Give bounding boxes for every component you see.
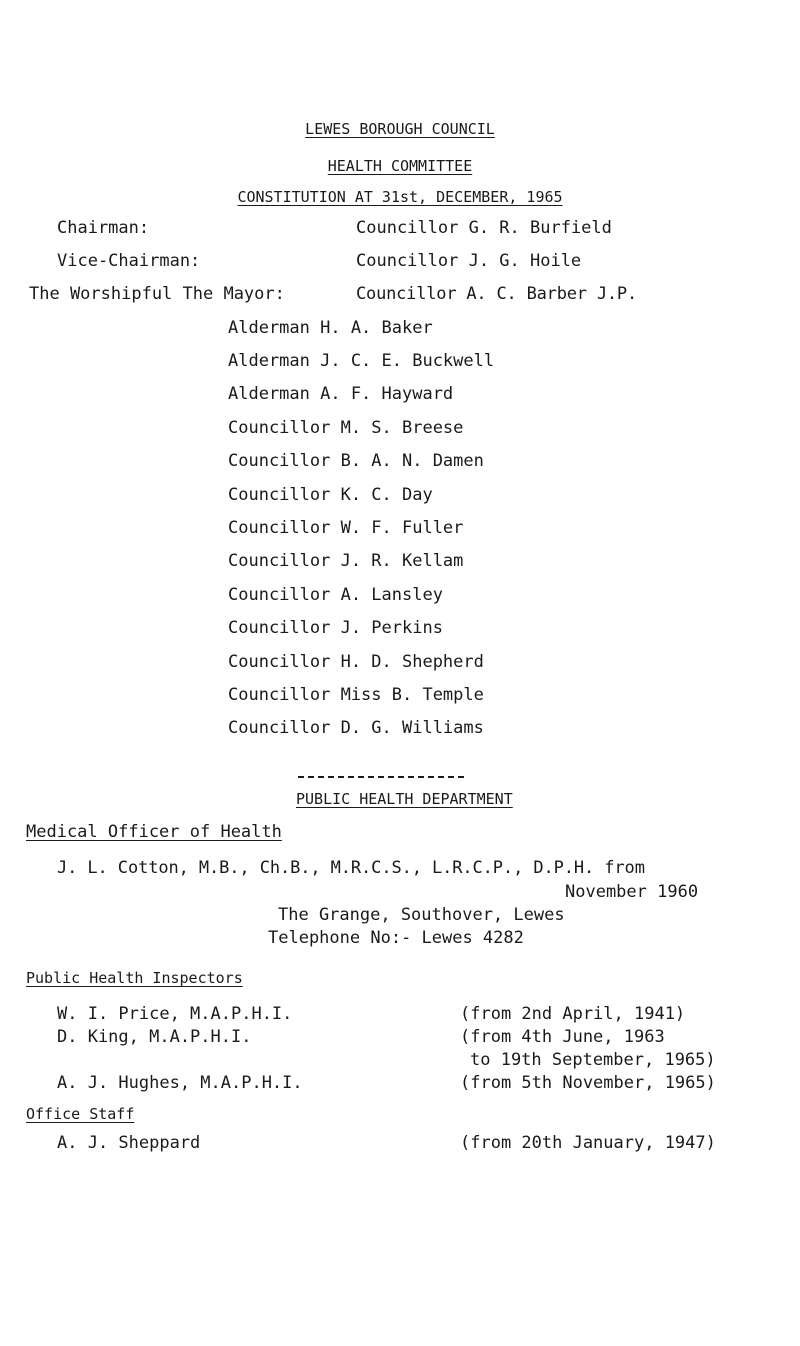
inspector-period: (from 2nd April, 1941) [460, 1004, 686, 1024]
list-item: Councillor A. Lansley [228, 585, 443, 605]
officer-role: Vice-Chairman: [57, 251, 201, 271]
list-item: Alderman A. F. Hayward [228, 384, 454, 404]
list-item: Alderman H. A. Baker [228, 318, 433, 338]
moh-address: The Grange, Southover, Lewes [278, 905, 565, 925]
inspector-name: D. King, M.A.P.H.I. [57, 1027, 252, 1047]
officer-role: The Worshipful The Mayor: [29, 284, 285, 304]
list-item: Councillor J. Perkins [228, 618, 443, 638]
dashed-divider [298, 776, 464, 778]
department-title: PUBLIC HEALTH DEPARTMENT [296, 790, 513, 808]
list-item: Councillor D. G. Williams [228, 718, 484, 738]
moh-telephone: Telephone No:- Lewes 4282 [268, 928, 524, 948]
moh-since: November 1960 [565, 882, 699, 902]
office-heading: Office Staff [26, 1105, 135, 1123]
list-item: Alderman J. C. E. Buckwell [228, 351, 495, 371]
inspector-name: W. I. Price, M.A.P.H.I. [57, 1004, 293, 1024]
inspector-period: to 19th September, 1965) [470, 1050, 716, 1070]
list-item: Councillor B. A. N. Damen [228, 451, 484, 471]
inspector-name: A. J. Hughes, M.A.P.H.I. [57, 1073, 303, 1093]
committee-title: HEALTH COMMITTEE [327, 157, 473, 175]
list-item: Councillor J. R. Kellam [228, 551, 464, 571]
list-item: Councillor W. F. Fuller [228, 518, 464, 538]
moh-heading: Medical Officer of Health [26, 822, 282, 842]
list-item: Councillor K. C. Day [228, 485, 433, 505]
constitution-title: CONSTITUTION AT 31st, DECEMBER, 1965 [237, 188, 563, 206]
inspector-period: (from 5th November, 1965) [460, 1073, 716, 1093]
inspector-period: (from 4th June, 1963 [460, 1027, 665, 1047]
council-title: LEWES BOROUGH COUNCIL [305, 120, 495, 138]
officer-name: Councillor A. C. Barber J.P. [356, 284, 637, 304]
list-item: Councillor H. D. Shepherd [228, 652, 484, 672]
list-item: Councillor Miss B. Temple [228, 685, 484, 705]
list-item: Councillor M. S. Breese [228, 418, 464, 438]
staff-name: A. J. Sheppard [57, 1133, 201, 1153]
moh-qualifications: J. L. Cotton, M.B., Ch.B., M.R.C.S., L.R.C.P., D.P.H. from [57, 858, 645, 878]
officer-role: Chairman: [57, 218, 150, 238]
staff-period: (from 20th January, 1947) [460, 1133, 716, 1153]
officer-name: Councillor G. R. Burfield [356, 218, 612, 238]
phi-heading: Public Health Inspectors [26, 969, 243, 987]
officer-name: Councillor J. G. Hoile [356, 251, 582, 271]
